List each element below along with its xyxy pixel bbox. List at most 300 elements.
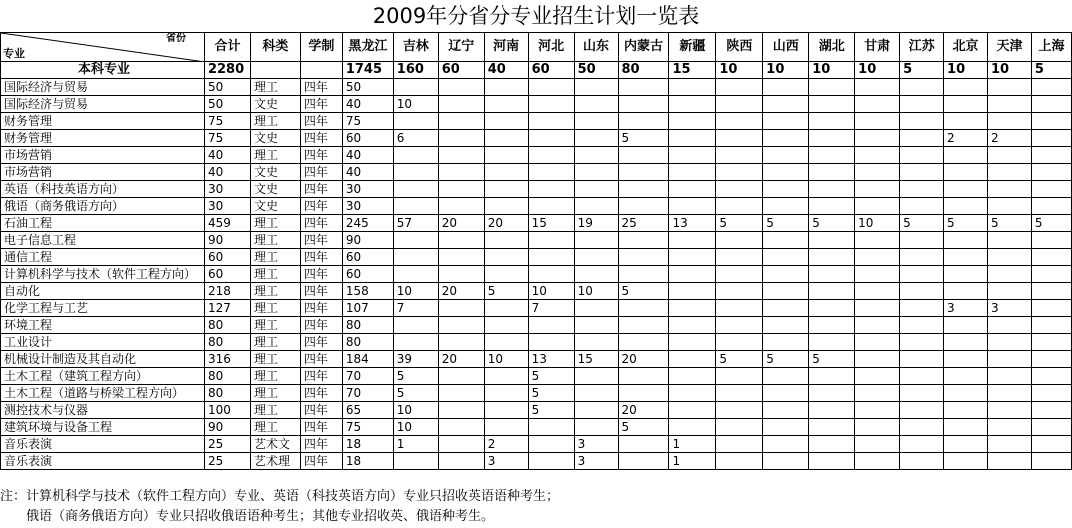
- table-cell: [528, 113, 574, 130]
- table-cell: [944, 96, 988, 113]
- table-cell: [393, 317, 438, 334]
- table-cell: [618, 198, 669, 215]
- table-cell: 文史: [250, 164, 300, 181]
- table-cell: 80: [204, 334, 250, 351]
- table-cell: 459: [204, 215, 250, 232]
- table-cell: [944, 436, 988, 453]
- table-cell: 四年: [300, 266, 342, 283]
- table-cell: [855, 351, 900, 368]
- table-cell: 107: [342, 300, 393, 317]
- table-cell: 20: [438, 215, 484, 232]
- table-cell: 四年: [300, 181, 342, 198]
- table-cell: 75: [204, 130, 250, 147]
- table-cell: [716, 147, 763, 164]
- table-cell: [987, 436, 1031, 453]
- table-cell: [763, 317, 809, 334]
- table-cell: [484, 164, 528, 181]
- table-cell: [618, 334, 669, 351]
- table-cell: [393, 266, 438, 283]
- table-cell: 60: [204, 266, 250, 283]
- table-cell: 理工: [250, 402, 300, 419]
- major-name-cell: 财务管理: [1, 130, 205, 147]
- table-cell: [809, 79, 855, 96]
- summary-cell: 10: [716, 62, 763, 79]
- table-cell: [438, 419, 484, 436]
- table-cell: 80: [204, 368, 250, 385]
- table-cell: [618, 436, 669, 453]
- table-cell: 四年: [300, 300, 342, 317]
- footnote-line-1: 注：计算机科学与技术（软件工程方向）专业、英语（科技英语方向）专业只招收英语语种考生；: [0, 489, 560, 504]
- table-cell: [484, 232, 528, 249]
- table-cell: 理工: [250, 351, 300, 368]
- table-cell: [763, 79, 809, 96]
- table-cell: 四年: [300, 351, 342, 368]
- table-cell: [574, 113, 618, 130]
- table-cell: 20: [438, 351, 484, 368]
- table-cell: 理工: [250, 334, 300, 351]
- major-name-cell: 俄语（商务俄语方向）: [1, 198, 205, 215]
- table-cell: [1031, 436, 1071, 453]
- table-cell: 艺术文: [250, 436, 300, 453]
- column-header: 河北: [528, 33, 574, 62]
- table-cell: [900, 402, 944, 419]
- column-header: 甘肃: [855, 33, 900, 62]
- table-cell: [987, 198, 1031, 215]
- column-header: 学制: [300, 33, 342, 62]
- table-cell: [618, 317, 669, 334]
- enrollment-table-wrapper: [0, 32, 1072, 470]
- table-row: [1, 79, 1072, 96]
- table-cell: [618, 385, 669, 402]
- table-cell: 文史: [250, 181, 300, 198]
- table-cell: [438, 300, 484, 317]
- table-cell: [987, 453, 1031, 470]
- page-title: 2009年分省分专业招生计划一览表: [372, 4, 700, 28]
- table-cell: [809, 385, 855, 402]
- table-cell: [528, 266, 574, 283]
- table-row: [1, 181, 1072, 198]
- table-cell: [669, 249, 716, 266]
- major-name-cell: 化学工程与工艺: [1, 300, 205, 317]
- table-cell: [574, 232, 618, 249]
- table-cell: 25: [204, 436, 250, 453]
- table-cell: 5: [763, 215, 809, 232]
- table-cell: 40: [342, 147, 393, 164]
- table-cell: 四年: [300, 334, 342, 351]
- table-cell: [763, 232, 809, 249]
- table-cell: [669, 181, 716, 198]
- table-cell: [944, 147, 988, 164]
- table-cell: [716, 79, 763, 96]
- table-cell: [855, 113, 900, 130]
- table-cell: [669, 317, 716, 334]
- table-cell: 10: [393, 419, 438, 436]
- major-name-cell: 土木工程（道路与桥梁工程方向）: [1, 385, 205, 402]
- column-header: 湖北: [809, 33, 855, 62]
- table-cell: 18: [342, 436, 393, 453]
- major-name-cell: 环境工程: [1, 317, 205, 334]
- table-cell: [484, 368, 528, 385]
- table-cell: [716, 198, 763, 215]
- table-cell: [716, 368, 763, 385]
- table-cell: [716, 402, 763, 419]
- table-cell: [438, 317, 484, 334]
- table-cell: [1031, 79, 1071, 96]
- table-cell: [900, 164, 944, 181]
- table-cell: [900, 419, 944, 436]
- table-cell: [669, 147, 716, 164]
- table-cell: [855, 130, 900, 147]
- table-cell: 30: [204, 181, 250, 198]
- corner-label-province: 省份: [165, 33, 186, 44]
- table-cell: 10: [574, 283, 618, 300]
- table-cell: [528, 198, 574, 215]
- table-cell: 30: [342, 181, 393, 198]
- table-cell: 文史: [250, 198, 300, 215]
- table-cell: [900, 436, 944, 453]
- table-cell: [528, 334, 574, 351]
- table-cell: 5: [900, 215, 944, 232]
- table-cell: 30: [342, 198, 393, 215]
- table-row: [1, 436, 1072, 453]
- table-cell: 50: [204, 79, 250, 96]
- table-cell: [944, 402, 988, 419]
- major-name-cell: 工业设计: [1, 334, 205, 351]
- table-cell: [987, 368, 1031, 385]
- table-cell: [987, 351, 1031, 368]
- table-cell: 10: [484, 351, 528, 368]
- table-cell: 80: [342, 317, 393, 334]
- table-cell: [528, 232, 574, 249]
- table-cell: [528, 164, 574, 181]
- table-cell: 四年: [300, 283, 342, 300]
- table-cell: 四年: [300, 96, 342, 113]
- table-cell: [987, 283, 1031, 300]
- table-cell: 5: [393, 368, 438, 385]
- table-cell: 四年: [300, 215, 342, 232]
- table-cell: [574, 96, 618, 113]
- summary-cell: 10: [987, 62, 1031, 79]
- table-cell: [809, 402, 855, 419]
- table-cell: [484, 402, 528, 419]
- major-name-cell: 建筑环境与设备工程: [1, 419, 205, 436]
- table-cell: [763, 164, 809, 181]
- table-cell: [528, 249, 574, 266]
- table-cell: [900, 147, 944, 164]
- table-cell: 20: [438, 283, 484, 300]
- summary-cell: 10: [763, 62, 809, 79]
- summary-cell: 160: [393, 62, 438, 79]
- table-cell: 5: [484, 283, 528, 300]
- table-cell: 四年: [300, 79, 342, 96]
- table-cell: 5: [763, 351, 809, 368]
- table-cell: [809, 181, 855, 198]
- table-cell: [716, 232, 763, 249]
- table-cell: 90: [204, 232, 250, 249]
- table-cell: [393, 164, 438, 181]
- table-cell: 理工: [250, 317, 300, 334]
- table-cell: [944, 249, 988, 266]
- table-cell: [574, 317, 618, 334]
- major-name-cell: 国际经济与贸易: [1, 96, 205, 113]
- table-cell: [1031, 368, 1071, 385]
- column-header: 合计: [204, 33, 250, 62]
- table-row: [1, 334, 1072, 351]
- table-cell: 四年: [300, 164, 342, 181]
- table-cell: [763, 266, 809, 283]
- summary-cell: 60: [438, 62, 484, 79]
- major-name-cell: 国际经济与贸易: [1, 79, 205, 96]
- table-cell: [987, 317, 1031, 334]
- table-cell: 30: [204, 198, 250, 215]
- table-cell: [669, 130, 716, 147]
- table-cell: [809, 147, 855, 164]
- table-cell: [669, 232, 716, 249]
- summary-cell: 10: [809, 62, 855, 79]
- table-cell: 理工: [250, 147, 300, 164]
- table-cell: 7: [528, 300, 574, 317]
- table-cell: [763, 147, 809, 164]
- table-cell: 90: [204, 419, 250, 436]
- table-row: [1, 215, 1072, 232]
- table-cell: [987, 181, 1031, 198]
- table-cell: [763, 198, 809, 215]
- table-cell: 75: [204, 113, 250, 130]
- table-cell: [855, 266, 900, 283]
- summary-cell: 10: [944, 62, 988, 79]
- table-cell: [393, 181, 438, 198]
- table-cell: [809, 113, 855, 130]
- table-cell: [438, 402, 484, 419]
- table-cell: [987, 232, 1031, 249]
- table-cell: [987, 79, 1031, 96]
- table-row: [1, 96, 1072, 113]
- table-cell: [669, 198, 716, 215]
- table-cell: 5: [716, 351, 763, 368]
- table-cell: 5: [809, 215, 855, 232]
- major-name-cell: 财务管理: [1, 113, 205, 130]
- major-name-cell: 音乐表演: [1, 453, 205, 470]
- table-cell: 四年: [300, 385, 342, 402]
- table-row: [1, 402, 1072, 419]
- table-cell: 四年: [300, 198, 342, 215]
- table-cell: [528, 130, 574, 147]
- corner-header-cell: [1, 33, 205, 62]
- enrollment-plan-table: [0, 32, 1072, 470]
- table-cell: [809, 198, 855, 215]
- table-cell: 40: [204, 147, 250, 164]
- table-cell: 40: [204, 164, 250, 181]
- major-name-cell: 测控技术与仪器: [1, 402, 205, 419]
- table-cell: 3: [574, 453, 618, 470]
- table-row: [1, 266, 1072, 283]
- table-cell: [763, 283, 809, 300]
- table-cell: [438, 96, 484, 113]
- table-cell: 理工: [250, 283, 300, 300]
- table-cell: [1031, 283, 1071, 300]
- table-cell: 80: [204, 317, 250, 334]
- column-header: 上海: [1031, 33, 1071, 62]
- table-cell: [1031, 198, 1071, 215]
- table-cell: [669, 385, 716, 402]
- summary-cell: 80: [618, 62, 669, 79]
- table-cell: 80: [204, 385, 250, 402]
- table-cell: [393, 334, 438, 351]
- table-row: [1, 419, 1072, 436]
- table-cell: [809, 96, 855, 113]
- table-cell: 艺术理: [250, 453, 300, 470]
- major-name-cell: 电子信息工程: [1, 232, 205, 249]
- table-cell: [763, 130, 809, 147]
- table-cell: [855, 96, 900, 113]
- major-name-cell: 自动化: [1, 283, 205, 300]
- table-cell: 50: [204, 96, 250, 113]
- table-cell: 60: [342, 249, 393, 266]
- table-cell: [1031, 232, 1071, 249]
- table-cell: [1031, 266, 1071, 283]
- table-cell: [528, 181, 574, 198]
- table-cell: [809, 419, 855, 436]
- table-cell: [855, 317, 900, 334]
- table-cell: [484, 198, 528, 215]
- table-cell: 四年: [300, 453, 342, 470]
- table-cell: [669, 419, 716, 436]
- table-cell: [574, 334, 618, 351]
- table-cell: [987, 402, 1031, 419]
- table-cell: [669, 79, 716, 96]
- summary-cell: [250, 62, 300, 79]
- table-cell: [809, 300, 855, 317]
- table-cell: 57: [393, 215, 438, 232]
- table-cell: [944, 368, 988, 385]
- table-cell: [716, 453, 763, 470]
- table-cell: [574, 300, 618, 317]
- table-cell: [574, 266, 618, 283]
- table-cell: 5: [944, 215, 988, 232]
- table-cell: [1031, 385, 1071, 402]
- table-cell: [484, 147, 528, 164]
- table-row: [1, 249, 1072, 266]
- table-cell: [574, 385, 618, 402]
- table-cell: [944, 317, 988, 334]
- table-cell: [618, 96, 669, 113]
- table-cell: 四年: [300, 130, 342, 147]
- table-cell: [900, 232, 944, 249]
- table-cell: [763, 436, 809, 453]
- table-cell: [900, 130, 944, 147]
- table-cell: [669, 96, 716, 113]
- table-cell: 60: [342, 266, 393, 283]
- table-cell: 10: [393, 402, 438, 419]
- table-cell: 65: [342, 402, 393, 419]
- table-cell: [528, 453, 574, 470]
- table-cell: [484, 79, 528, 96]
- table-cell: [1031, 181, 1071, 198]
- table-cell: [484, 113, 528, 130]
- table-cell: [944, 419, 988, 436]
- table-cell: 1: [669, 453, 716, 470]
- table-cell: [987, 147, 1031, 164]
- table-cell: [618, 113, 669, 130]
- table-cell: 3: [987, 300, 1031, 317]
- table-cell: [438, 436, 484, 453]
- table-cell: 文史: [250, 96, 300, 113]
- table-cell: 四年: [300, 419, 342, 436]
- table-cell: [944, 181, 988, 198]
- column-header: 陕西: [716, 33, 763, 62]
- table-cell: 四年: [300, 113, 342, 130]
- table-cell: 158: [342, 283, 393, 300]
- summary-cell: 15: [669, 62, 716, 79]
- table-cell: [669, 164, 716, 181]
- table-cell: [809, 334, 855, 351]
- table-cell: 40: [342, 96, 393, 113]
- table-cell: [763, 334, 809, 351]
- table-cell: [716, 113, 763, 130]
- table-cell: [574, 402, 618, 419]
- table-cell: [716, 317, 763, 334]
- table-cell: 文史: [250, 130, 300, 147]
- table-cell: 60: [204, 249, 250, 266]
- table-cell: [809, 283, 855, 300]
- table-cell: [393, 113, 438, 130]
- table-cell: [1031, 351, 1071, 368]
- table-row: [1, 317, 1072, 334]
- table-cell: 四年: [300, 249, 342, 266]
- major-name-cell: 音乐表演: [1, 436, 205, 453]
- table-cell: 5: [716, 215, 763, 232]
- table-cell: [574, 249, 618, 266]
- table-cell: 19: [574, 215, 618, 232]
- table-cell: [528, 96, 574, 113]
- table-cell: 2: [484, 436, 528, 453]
- table-cell: [528, 419, 574, 436]
- table-cell: [987, 249, 1031, 266]
- table-cell: [574, 79, 618, 96]
- table-cell: 5: [528, 368, 574, 385]
- table-cell: [484, 181, 528, 198]
- table-cell: 15: [574, 351, 618, 368]
- table-cell: [574, 181, 618, 198]
- table-cell: 四年: [300, 317, 342, 334]
- table-cell: 理工: [250, 249, 300, 266]
- table-cell: [669, 283, 716, 300]
- table-cell: [716, 249, 763, 266]
- major-name-cell: 通信工程: [1, 249, 205, 266]
- table-cell: [855, 300, 900, 317]
- table-cell: [900, 96, 944, 113]
- table-cell: [1031, 164, 1071, 181]
- table-cell: [393, 249, 438, 266]
- table-cell: [855, 181, 900, 198]
- table-cell: [438, 113, 484, 130]
- table-cell: 13: [528, 351, 574, 368]
- table-cell: 25: [618, 215, 669, 232]
- summary-cell: 2280: [204, 62, 250, 79]
- table-cell: [716, 385, 763, 402]
- table-cell: [809, 130, 855, 147]
- table-cell: 理工: [250, 79, 300, 96]
- table-cell: [944, 198, 988, 215]
- table-cell: [900, 385, 944, 402]
- table-cell: [944, 453, 988, 470]
- table-cell: [484, 300, 528, 317]
- table-cell: 5: [618, 130, 669, 147]
- table-cell: [855, 419, 900, 436]
- summary-cell: 5: [900, 62, 944, 79]
- table-cell: [618, 79, 669, 96]
- table-cell: 四年: [300, 232, 342, 249]
